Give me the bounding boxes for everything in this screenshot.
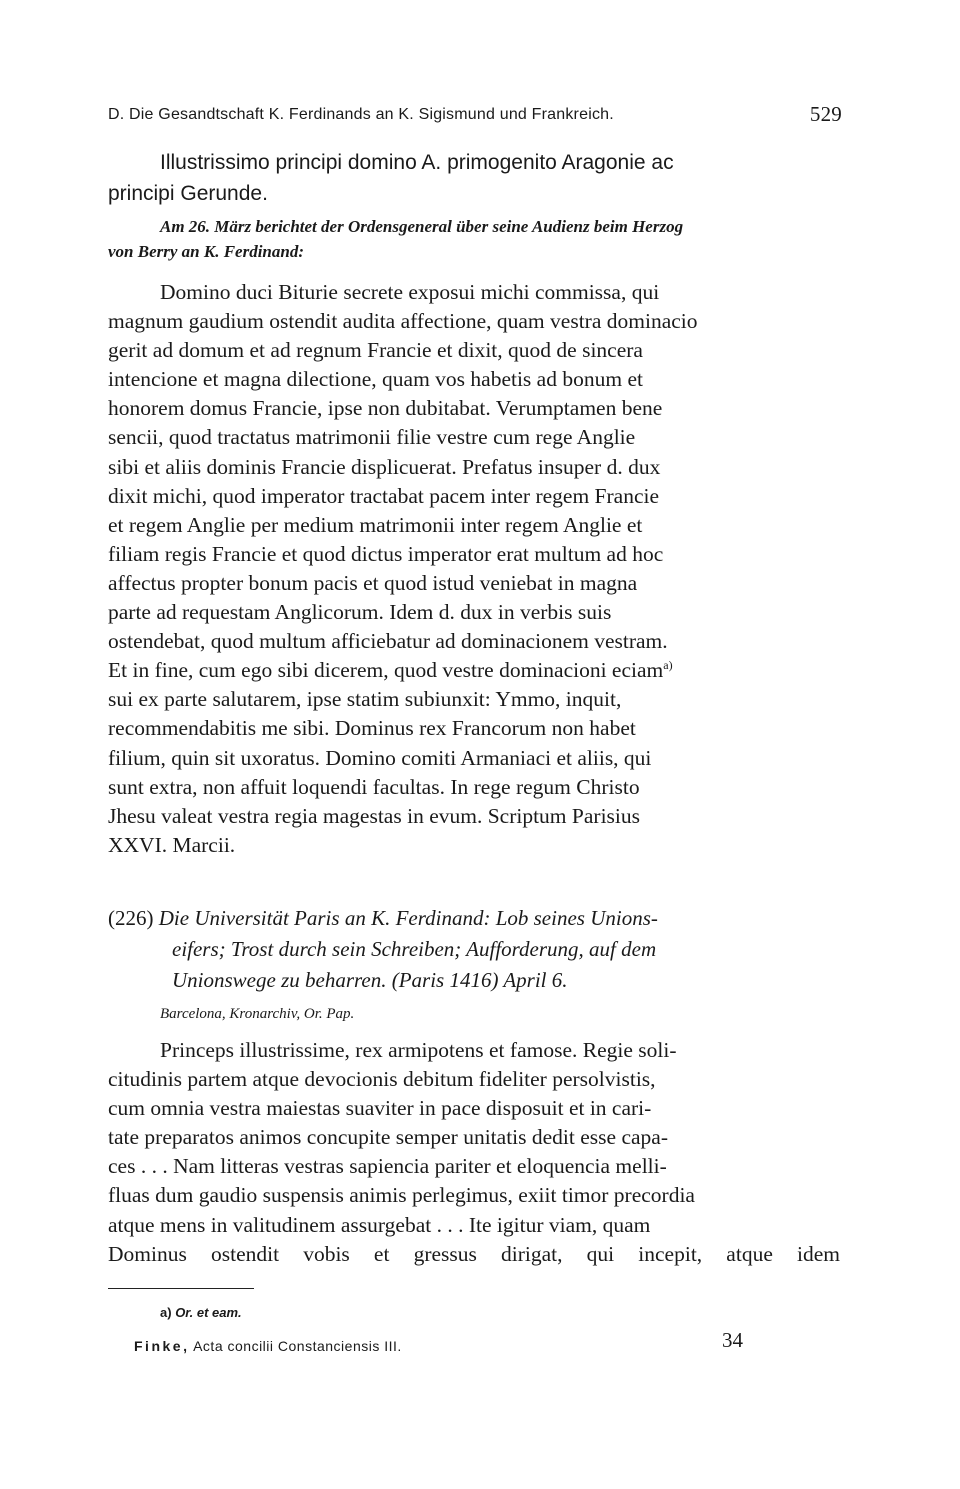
volume-signature [134,1338,402,1354]
text-line: intencione et magna dilectione, quam vos habetis ad bonum et [108,367,643,392]
source-citation: Barcelona, Kronarchiv, Or. Pap. [160,1006,355,1022]
text-line: atque mens in valitudinem assurgebat . . . Ite igitur viam, quam [108,1212,651,1237]
letter-paragraph-1 [108,278,840,860]
signature-work: Acta concilii Constanciensis III. [193,1338,402,1354]
letter-paragraph-2 [108,1036,840,1269]
text-line: parte ad requestam Anglicorum. Idem d. dux in verbis suis [108,600,612,625]
text-line: affectus propter bonum pacis et quod istud veniebat in magna [108,570,638,595]
text-line: Princeps illustrissime, rex armipotens et famose. Regie soli- [160,1038,677,1062]
regest-note [108,214,840,264]
heading-line: Die Universität Paris an K. Ferdinand: Lob seines Unions- [158,906,658,930]
footnote-text: Or. et eam. [175,1305,242,1320]
text-line: et regem Anglie per medium matrimonii inter regem Anglie et [108,512,643,537]
regest-line: von Berry an K. Ferdinand: [108,242,304,261]
text-line: tate preparatos animos concupite semper unitatis dedit esse capa- [108,1125,668,1150]
text-line: recommendabitis me sibi. Dominus rex Francorum non habet [108,716,636,741]
addressee-line: Illustrissimo principi domino A. primogenito Aragonie ac [160,151,674,174]
footnote [160,1305,242,1320]
footnote-rule [108,1288,254,1289]
text-line: fluas dum gaudio suspensis animis perlegimus, exiit timor precordia [108,1183,695,1208]
text-line: filiam regis Francie et quod dictus imperator erat multum ad hoc [108,541,664,566]
page-number: 529 [809,102,842,126]
text-line: cum omnia vestra maiestas suaviter in pace disposuit et in cari- [108,1096,652,1121]
text-line: ostendebat, quod multum afficiebatur ad dominacionem vestram. [108,629,668,654]
heading-line: eifers; Trost durch sein Schreiben; Aufforderung, auf dem [172,937,657,961]
text-line: magnum gaudium ostendit audita affectione, quam vestra dominacio [108,309,698,334]
regest-line: Am 26. März berichtet der Ordensgeneral über seine Audienz beim Herzog [160,217,684,236]
document-heading-text [108,903,840,996]
heading-line: Unionswege zu beharren. (Paris 1416) April 6. [172,968,568,992]
text-line: dixit michi, quod imperator tractabat pacem inter regem Francie [108,483,660,508]
text-line: sibi et aliis dominis Francie displicuerat. Prefatus insuper d. dux [108,454,661,479]
addressee-line: principi Gerunde. [108,182,268,205]
signature-author: Finke, [134,1338,190,1354]
text-line: Domino duci Biturie secrete exposui michi commissa, qui [160,280,660,304]
text-line: sencii, quod tractatus matrimonii filie vestre cum rege Anglie [108,425,636,450]
text-line: Jhesu valeat vestra regia magestas in evum. Scriptum Parisius [108,803,640,828]
text-line: filium, quin sit uxoratus. Domino comiti Armaniaci et aliis, qui [108,745,652,770]
letter-addressee [108,147,840,209]
running-head-title: D. Die Gesandtschaft K. Ferdinands an K. Sigismund und Frankreich. [108,106,614,123]
text-line: XXVI. Marcii. [108,832,236,857]
text-line: gerit ad domum et ad regnum Francie et dixit, quod de sincera [108,338,643,363]
text-line: Et in fine, cum ego sibi dicerem, quod vestre dominacioni eciam [108,658,664,683]
document-heading [108,903,840,996]
footnote-marker: a) [663,658,673,673]
text-line: sunt extra, non affuit loquendi facultas. In rege regum Christo [108,774,640,799]
running-head [108,104,842,128]
text-line: Dominus ostendit vobis et gressus dirigat, qui incepit, atque idem [108,1241,840,1266]
text-line: ces . . . Nam litteras vestras sapiencia pariter et eloquencia melli- [108,1154,667,1179]
text-line: sui ex parte salutarem, ipse statim subiunxit: Ymmo, inquit, [108,687,622,712]
text-line: honorem domus Francie, ipse non dubitabat. Verumptamen bene [108,396,663,421]
footnote-label: a) [160,1305,172,1320]
document-number: (226) [108,906,154,930]
sheet-number: 34 [722,1328,743,1352]
text-line-with-footnote [108,656,840,685]
text-line: citudinis partem atque devocionis debitum fideliter persolvistis, [108,1067,656,1092]
